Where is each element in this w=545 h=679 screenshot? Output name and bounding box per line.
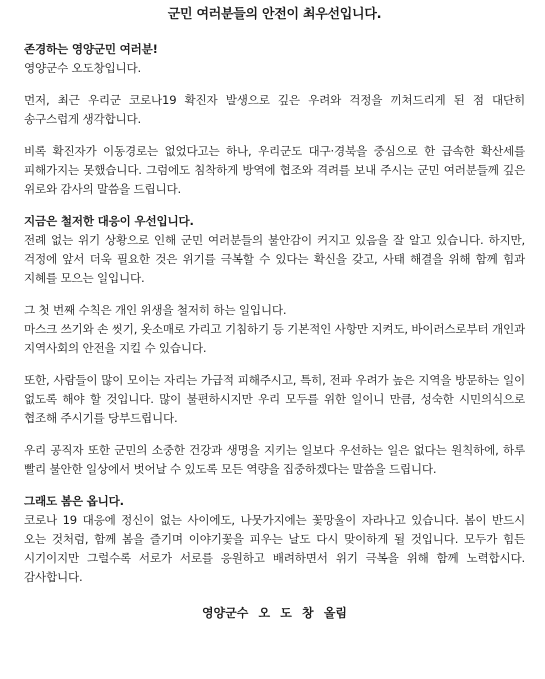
- paragraph-gathering: 또한, 사람들이 많이 모이는 자리는 가급적 피해주시고, 특히, 전파 우려가 높은 지역을 방문하는 일이 없도록 해야 할 것입니다. 많이 불편하시지만 우리 모두를 위한 일이니 만큼, 성숙한 시민의식으로 협조해 주시기를 당부드립니다.: [24, 373, 525, 425]
- paragraph-spring: [24, 492, 525, 587]
- paragraph-text: 전례 없는 위기 상황으로 인해 군민 여러분들의 불안감이 커지고 있음을 잘 알고 있습니다. 하지만, 걱정에 앞서 더욱 필요한 것은 위기를 극복할 수 있다는 확신을 갖고, 사태 해결을 위해 함께 힘과 지혜를 모으는 일입니다.: [24, 233, 525, 285]
- paragraph-officials: 우리 공직자 또한 군민의 소중한 건강과 생명을 지키는 일보다 우선하는 일은 없다는 원칙하에, 하루 빨리 불안한 일상에서 벗어날 수 있도록 모든 역량을 집중하겠다는 말씀을 드립니다.: [24, 443, 525, 476]
- signature: 영양군수 오 도 창 올림: [201, 606, 348, 620]
- paragraph-thanks: 비록 확진자가 이동경로는 없었다고는 하나, 우리군도 대구·경북을 중심으로 한 급속한 확산세를 피해가지는 못했습니다. 그럼에도 침착하게 방역에 협조와 격려를 보내 주시는 군민 여러분들께 깊은 위로와 감사의 말씀을 드립니다.: [24, 144, 525, 196]
- section-heading-response: 지금은 철저한 대응이 우선입니다.: [24, 214, 194, 228]
- paragraph-hygiene: 그 첫 번째 수칙은 개인 위생을 철저히 하는 일입니다. 마스크 쓰기와 손 씻기, 옷소매로 가리고 기침하기 등 기본적인 사항만 지켜도, 바이러스로부터 개인과 지역사회의 안전을 지킬 수 있습니다.: [24, 303, 525, 355]
- paragraph-text: 영양군수 오도창입니다.: [24, 61, 141, 75]
- paragraph-apology: 먼저, 최근 우리군 코로나19 확진자 발생으로 깊은 우려와 걱정을 끼쳐드리게 된 점 대단히 송구스럽게 생각합니다.: [24, 93, 525, 126]
- section-heading-spring: 그래도 봄은 옵니다.: [24, 494, 124, 508]
- paragraph-greeting: [24, 40, 525, 78]
- section-heading-greeting: 존경하는 영양군민 여러분!: [24, 42, 158, 56]
- paragraph-response: [24, 212, 525, 288]
- document-title: 군민 여러분들의 안전이 최우선입니다.: [167, 7, 382, 22]
- paragraph-text: 코로나 19 대응에 정신이 없는 사이에도, 나뭇가지에는 꽃망울이 자라나고 있습니다. 봄이 반드시 오는 것처럼, 함께 봄을 즐기며 이야기꽃을 피우는 날도 다시 맞이하게 될 것입니다. 모두가 힘든 시기이지만 그럴수록 서로가 서로를 응원하고 배려하면서 위기 극복을 위해 함께 노력합시다. 감사합니다.: [24, 513, 525, 584]
